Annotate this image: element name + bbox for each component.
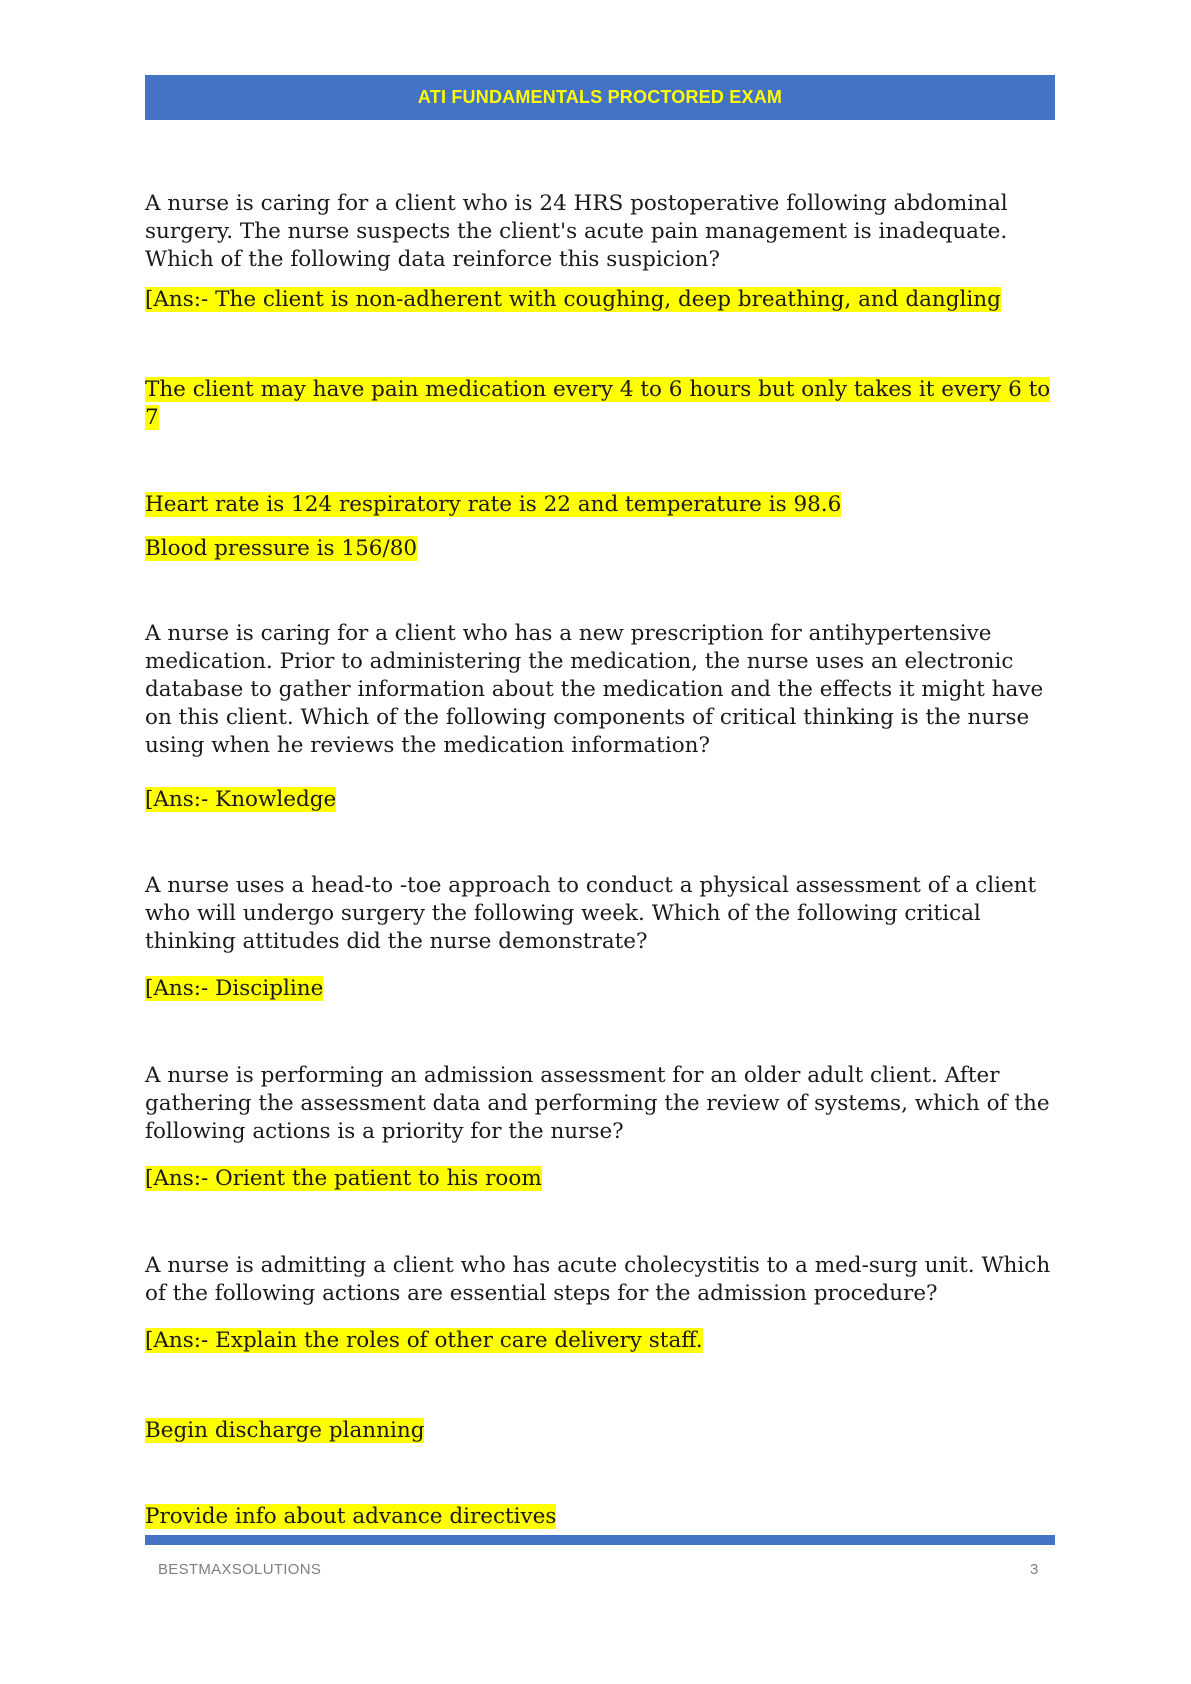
answer-line xyxy=(145,1165,542,1193)
header-bar xyxy=(145,75,1055,120)
answer-line xyxy=(145,376,1055,432)
footer-divider xyxy=(145,1535,1055,1545)
answer-highlight: Heart rate is 124 respiratory rate is 22 and temperature is 98.6 xyxy=(145,492,842,517)
answer-highlight: [Ans:- Explain the roles of other care delivery staff. xyxy=(145,1328,703,1353)
answer-line xyxy=(145,1327,703,1355)
page-title: ATI FUNDAMENTALS PROCTORED EXAM xyxy=(417,87,783,107)
answer-highlight: [Ans:- Knowledge xyxy=(145,787,337,812)
question-text: A nurse uses a head-to -toe approach to conduct a physical assessment of a client who will undergo surgery the following week. Which of the following critical thinking attitudes did the nurse demonstrate? xyxy=(145,873,1037,954)
answer-line xyxy=(145,286,1001,314)
question-text: A nurse is admitting a client who has acute cholecystitis to a med-surg unit. Which of the following actions are essential steps for the admission procedure? xyxy=(145,1253,1051,1306)
answer-line xyxy=(145,535,417,563)
answer-highlight: Blood pressure is 156/80 xyxy=(145,536,418,561)
answer-highlight: [Ans:- Orient the patient to his room xyxy=(145,1166,542,1191)
page-number: 3 xyxy=(1030,1561,1039,1578)
footer-brand: BESTMAXSOLUTIONS xyxy=(158,1561,322,1578)
answer-highlight: [Ans:- Discipline xyxy=(145,976,324,1001)
question-text: A nurse is caring for a client who is 24 HRS postoperative following abdominal surgery. The nurse suspects the client's acute pain management is inadequate. Which of the following data reinforce this suspicion? xyxy=(145,191,1008,272)
answer-highlight: The client may have pain medication every 4 to 6 hours but only takes it every 6 to 7 xyxy=(145,377,1051,430)
answer-line xyxy=(145,786,336,814)
question-text: A nurse is caring for a client who has a new prescription for antihypertensive medication. Prior to administering the medication, the nurse uses an electronic database to gather information about the medication and the effects it might have on this client. Which of the following components of critical thinking is the nurse using when he reviews the medication information? xyxy=(145,621,1044,758)
answer-line xyxy=(145,1417,424,1445)
answer-line xyxy=(145,1503,556,1531)
answer-highlight: [Ans:- The client is non-adherent with coughing, deep breathing, and dangling xyxy=(145,287,1001,312)
answer-line xyxy=(145,975,323,1003)
answer-line xyxy=(145,491,841,519)
answer-highlight: Provide info about advance directives xyxy=(145,1504,557,1529)
answer-highlight: Begin discharge planning xyxy=(145,1418,425,1443)
question-text: A nurse is performing an admission assessment for an older adult client. After gathering the assessment data and performing the review of systems, which of the following actions is a priority for the nurse? xyxy=(145,1063,1050,1144)
